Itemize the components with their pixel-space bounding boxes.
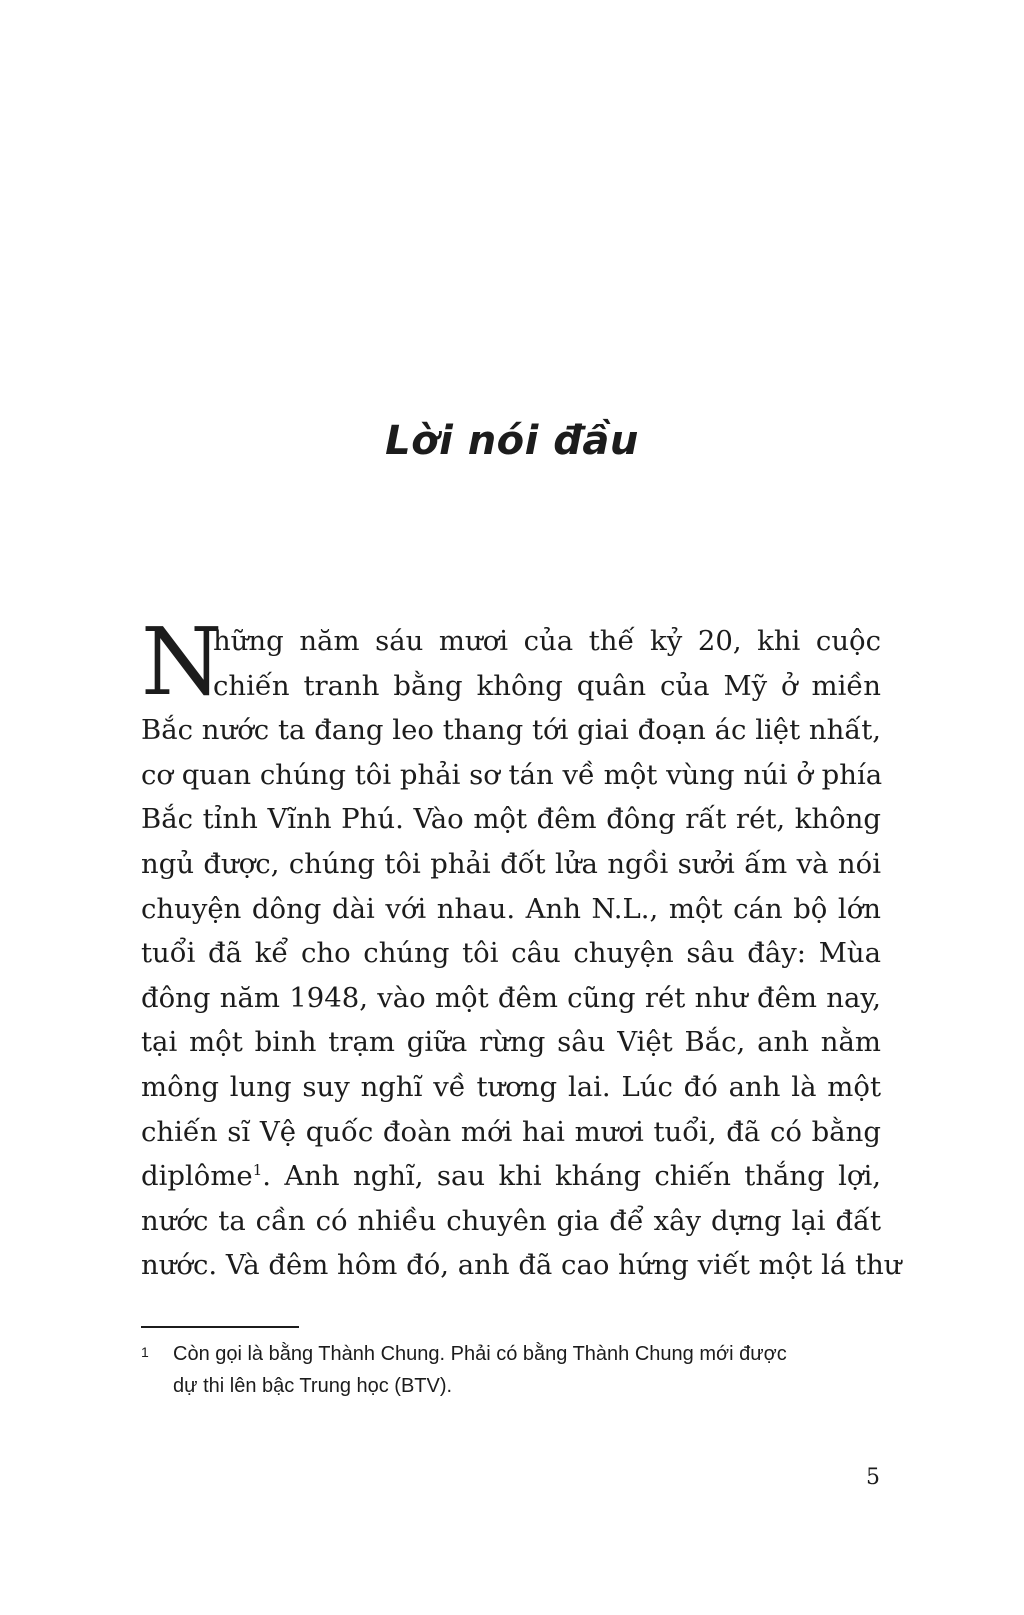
footnote-reference: 1 — [252, 1160, 263, 1179]
footnote-text — [173, 1338, 881, 1402]
body-line: hững năm sáu mươi của thế kỷ 20, khi cuộc — [213, 625, 881, 657]
body-line: chiến sĩ Vệ quốc đoàn mới hai mươi tuổi, đã có bằng — [141, 1115, 881, 1148]
body-line: chuyện dông dài với nhau. Anh N.L., một cán bộ lớn — [141, 892, 881, 925]
body-line: nước ta cần có nhiều chuyên gia để xây dựng lại đất — [141, 1204, 881, 1237]
body-line-with-footnote — [141, 1154, 881, 1199]
drop-cap: N — [141, 608, 223, 716]
body-line: Bắc tỉnh Vĩnh Phú. Vào một đêm đông rất rét, không — [141, 803, 881, 836]
body-line: cơ quan chúng tôi phải sơ tán về một vùng núi ở phía — [141, 758, 883, 791]
body-line: đông năm 1948, vào một đêm cũng rét như đêm nay, — [141, 981, 881, 1014]
body-text-segment: diplôme — [141, 1160, 253, 1193]
body-line: tuổi đã kể cho chúng tôi câu chuyện sâu đây: Mùa — [141, 937, 881, 970]
body-line: tại một binh trạm giữa rừng sâu Việt Bắc, anh nằm — [141, 1026, 881, 1059]
body-line: Bắc nước ta đang leo thang tới giai đoạn ác liệt nhất, — [141, 714, 881, 747]
footnote-line: dự thi lên bậc Trung học (BTV). — [173, 1375, 453, 1397]
page-number: 5 — [866, 1465, 880, 1490]
footnote-line: Còn gọi là bằng Thành Chung. Phải có bằng Thành Chung mới được — [173, 1343, 787, 1365]
body-line: chiến tranh bằng không quân của Mỹ ở miền — [213, 669, 881, 702]
body-text-segment: . Anh nghĩ, sau khi kháng chiến thắng lợi, — [262, 1160, 881, 1193]
body-paragraph — [141, 608, 902, 1288]
body-line: ngủ được, chúng tôi phải đốt lửa ngồi sưởi ấm và nói — [141, 847, 881, 880]
chapter-title: Lời nói đầu — [385, 418, 639, 464]
body-line: nước. Và đêm hôm đó, anh đã cao hứng viết một lá thư — [141, 1249, 902, 1282]
footnote-number: 1 — [141, 1344, 149, 1360]
footnote-separator — [141, 1326, 299, 1328]
body-line: mông lung suy nghĩ về tương lai. Lúc đó anh là một — [141, 1070, 881, 1103]
